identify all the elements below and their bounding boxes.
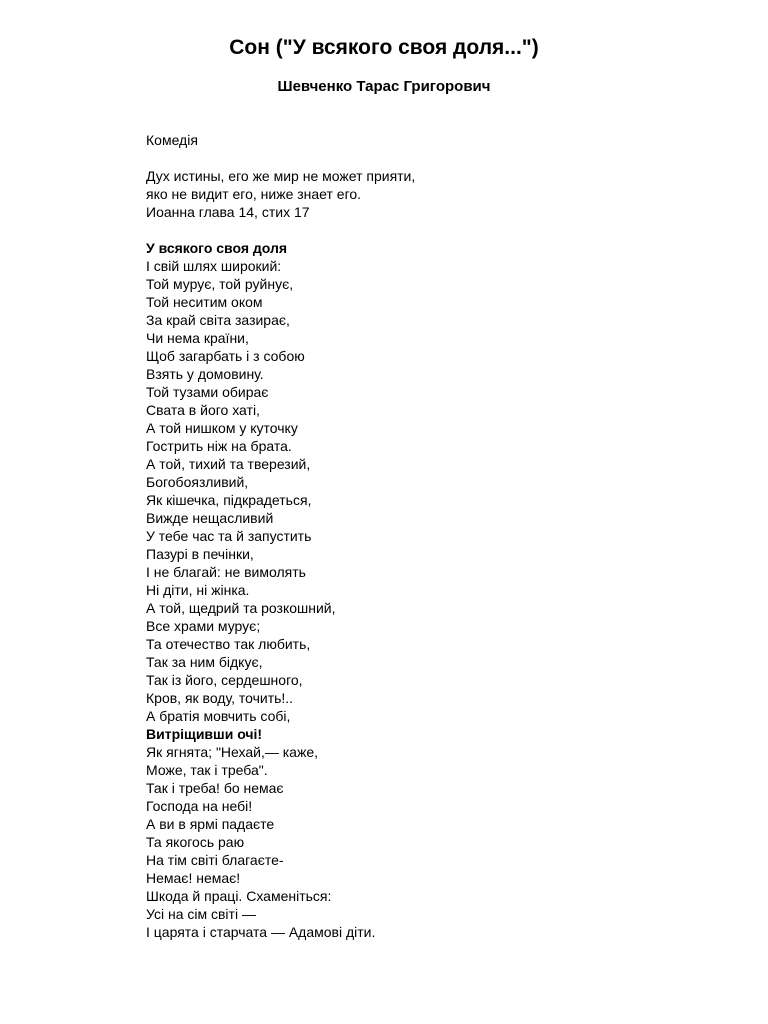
poem-line: Кров, як воду, точить!.. [146, 690, 294, 706]
poem-line: Той тузами обирає [146, 384, 269, 400]
poem-line: Так за ним бідкує, [146, 654, 263, 670]
poem-line: Так із його, сердешного, [146, 672, 303, 688]
epigraph-citation: Иоанна глава 14, стих 17 [146, 204, 310, 220]
epigraph-line: яко не видит его, ниже знает его. [146, 186, 362, 202]
poem-line: Богобоязливий, [146, 474, 249, 490]
poem-line: Може, так і треба". [146, 762, 268, 778]
poem-line: І не благай: не вимолять [146, 564, 306, 580]
poem-line: Свата в його хаті, [146, 402, 260, 418]
poem-line: Як ягнята; "Нехай,— каже, [146, 744, 318, 760]
poem-line: Витріщивши очі! [146, 726, 263, 742]
poem-line: А той нишком у куточку [146, 420, 298, 436]
poem-line: Гострить ніж на брата. [146, 438, 292, 454]
poem-line: Та отечество так любить, [146, 636, 311, 652]
poem-line: Взять у домовину. [146, 366, 264, 382]
poem-line: І царята і старчата — Адамові діти. [146, 924, 376, 940]
poem-line: Так і треба! бо немає [146, 780, 284, 796]
document-author: Шевченко Тарас Григорович [277, 78, 491, 95]
document-body [146, 131, 726, 941]
poem-line: У тебе час та й запустить [146, 528, 312, 544]
poem-body [146, 239, 726, 941]
poem-line: Ні діти, ні жінка. [146, 582, 250, 598]
poem-line: Шкода й праці. Схаменіться: [146, 888, 332, 904]
poem-line: А той, тихий та тверезий, [146, 456, 311, 472]
spacer [146, 221, 726, 239]
poem-line: За край світа зазирає, [146, 312, 290, 328]
poem-line: Пазурі в печінки, [146, 546, 254, 562]
poem-line: Господа на небі! [146, 798, 253, 814]
poem-line: Усі на сім світі — [146, 906, 256, 922]
poem-line: Як кішечка, підкрадеться, [146, 492, 312, 508]
poem-line: І свій шлях широкий: [146, 258, 282, 274]
poem-line: Щоб загарбать і з собою [146, 348, 305, 364]
poem-line: На тім світі благаєте- [146, 852, 284, 868]
poem-line: Все храми мурує; [146, 618, 261, 634]
genre-label: Комедія [146, 132, 198, 148]
document-title: Сон ("У всякого своя доля...") [229, 36, 539, 59]
poem-line: Чи нема країни, [146, 330, 249, 346]
poem-line: А братія мовчить собі, [146, 708, 291, 724]
poem-line: Той неситим оком [146, 294, 263, 310]
spacer [146, 149, 726, 167]
poem-line: У всякого своя доля [146, 240, 288, 256]
poem-line: А ви в ярмі падаєте [146, 816, 275, 832]
epigraph-line: Дух истины, его же мир не может прияти, [146, 168, 416, 184]
poem-line: Той мурує, той руйнує, [146, 276, 294, 292]
poem-line: Вижде нещасливий [146, 510, 274, 526]
poem-line: А той, щедрий та розкошний, [146, 600, 336, 616]
poem-line: Немає! немає! [146, 870, 241, 886]
poem-line: Та якогось раю [146, 834, 245, 850]
epigraph [146, 167, 726, 221]
